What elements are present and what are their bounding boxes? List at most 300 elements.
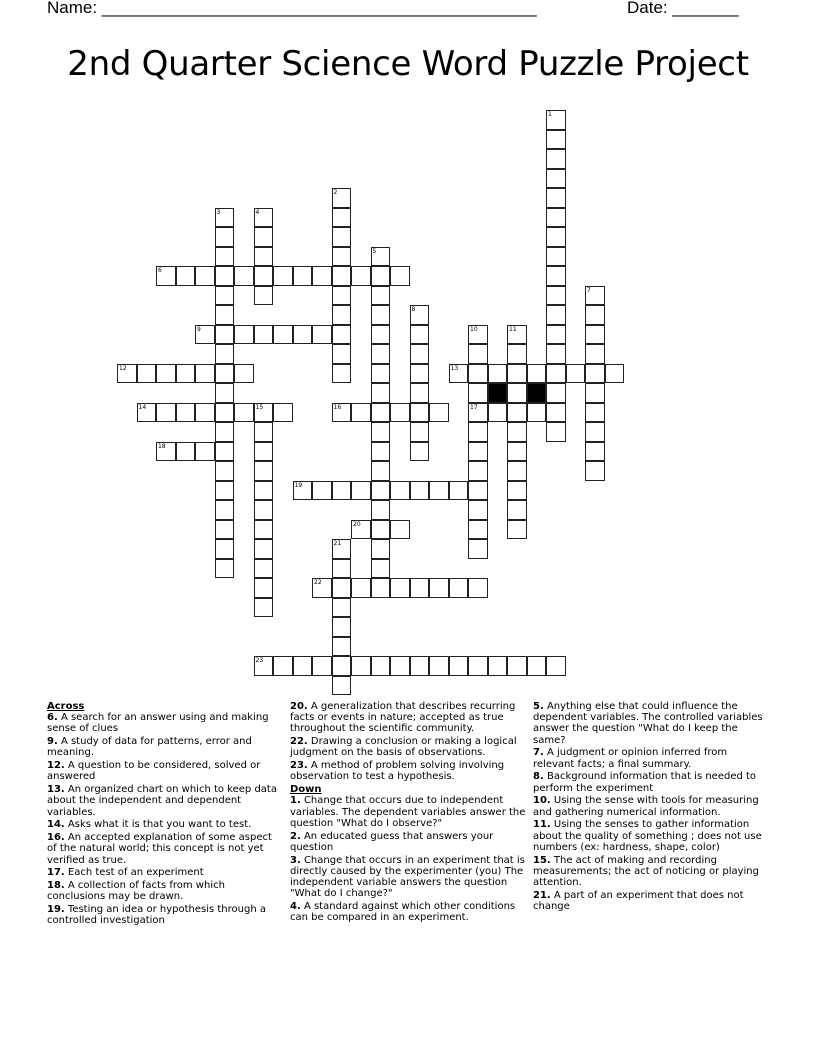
clue-text: A judgment or opinion inferred from relevant facts; a final summary. [533,747,728,770]
grid-cell[interactable] [195,325,215,345]
grid-cell[interactable] [234,266,254,286]
grid-cell[interactable] [312,481,332,501]
grid-cell[interactable] [195,266,215,286]
grid-cell[interactable] [351,578,371,598]
clue-number-label: 4 [255,208,260,216]
clue-text: An accepted explanation of some aspect of the natural world; this concept is not yet verified as true. [47,832,272,866]
grid-cell[interactable] [449,578,469,598]
grid-cell[interactable] [546,403,566,423]
clue-text: A study of data for patterns, error and meaning. [47,736,252,759]
grid-cell[interactable] [546,364,566,384]
grid-cell[interactable] [488,364,508,384]
grid-cell[interactable] [546,422,566,442]
grid-cell[interactable] [254,598,274,618]
clue-number: 18. [47,880,65,892]
clues-column-1 [47,701,283,928]
grid-cell[interactable] [468,520,488,540]
clue-across-20 [290,701,526,735]
grid-cell[interactable] [371,305,391,325]
grid-cell[interactable] [156,364,176,384]
grid-cell[interactable] [215,325,235,345]
grid-cell[interactable] [176,266,196,286]
grid-cell[interactable] [371,656,391,676]
grid-cell[interactable] [488,656,508,676]
grid-cell[interactable] [215,481,235,501]
clue-number-label: 10 [470,325,478,333]
grid-cell[interactable] [468,344,488,364]
grid-cell[interactable] [546,286,566,306]
grid-cell[interactable] [546,325,566,345]
grid-cell[interactable] [332,598,352,618]
clue-number-label: 22 [314,579,322,586]
clue-across-9 [47,736,283,758]
grid-cell[interactable] [293,481,313,501]
grid-cell[interactable] [546,227,566,247]
clue-across-6 [47,712,283,734]
grid-cell[interactable] [215,520,235,540]
grid-cell[interactable] [546,188,566,208]
clue-number-label: 14 [138,403,147,411]
grid-cell[interactable] [254,266,274,286]
page-title: 2nd Quarter Science Word Puzzle Project [67,44,749,84]
grid-cell[interactable] [468,578,488,598]
grid-cell[interactable] [156,442,176,462]
clue-number: 23. [290,760,308,772]
clue-number-label: 5 [372,247,377,255]
clue-number: 12. [47,760,65,772]
grid-cell[interactable] [137,403,157,423]
grid-cell[interactable] [215,208,235,228]
grid-cell[interactable] [215,364,235,384]
clue-number-label: 7 [587,286,591,294]
grid-cell[interactable] [507,364,527,384]
grid-cell[interactable] [585,305,605,325]
grid-cell[interactable] [410,325,430,345]
grid-cell[interactable] [195,364,215,384]
clue-number: 16. [47,832,65,844]
grid-cell[interactable] [507,344,527,364]
grid-cell[interactable] [390,520,410,540]
clue-number: 15. [533,854,551,866]
grid-cell[interactable] [429,481,449,501]
grid-cell[interactable] [507,656,527,676]
clue-number: 20. [290,701,308,712]
grid-cell[interactable] [410,305,430,325]
grid-cell[interactable] [312,578,332,598]
grid-cell[interactable] [312,325,332,345]
grid-cell[interactable] [546,383,566,403]
grid-cell[interactable] [351,266,371,286]
clue-number: 9. [47,736,58,748]
grid-cell[interactable] [507,442,527,462]
clue-across-17 [47,867,283,878]
clue-down-4 [290,901,526,923]
across-heading: Across [47,701,85,712]
clue-across-14 [47,819,283,830]
grid-cell[interactable] [234,364,254,384]
clue-text: A generalization that describes recurring facts or events in nature; accepted as true throughout the scientific community. [290,701,516,735]
grid-cell[interactable] [332,559,352,579]
grid-cell[interactable] [371,520,391,540]
grid-cell[interactable] [215,539,235,559]
grid-cell[interactable] [546,656,566,676]
clue-text: The act of making and recording measurements; the act of noticing or playing attention. [533,854,759,889]
grid-cell[interactable] [195,403,215,423]
grid-cell[interactable] [332,656,352,676]
clue-down-10 [533,795,769,817]
grid-cell[interactable] [371,403,391,423]
grid-cell[interactable] [527,656,547,676]
grid-cell[interactable] [332,325,352,345]
grid-cell[interactable] [371,383,391,403]
grid-cell[interactable] [254,578,274,598]
clue-text: Using the sense with tools for measuring and gathering numerical information. [533,795,759,818]
grid-cell[interactable] [546,110,566,130]
grid-cell[interactable] [351,656,371,676]
clue-down-5 [533,701,769,746]
grid-cell[interactable] [312,656,332,676]
clue-number-label: 21 [333,540,342,547]
clue-text: A collection of facts from which conclusions may be drawn. [47,880,225,903]
grid-cell[interactable] [507,481,527,501]
clue-number-label: 20 [353,520,361,528]
grid-cell[interactable] [507,325,527,345]
grid-cell[interactable] [468,383,488,403]
grid-cell[interactable] [351,481,371,501]
grid-cell[interactable] [468,461,488,481]
grid-cell[interactable] [371,344,391,364]
grid-cell[interactable] [468,422,488,442]
clue-number-label: 13 [450,364,459,372]
clue-number: 2. [290,830,301,842]
grid-cell[interactable] [254,559,274,579]
clue-across-18 [47,880,283,902]
clue-number-label: 18 [158,442,166,450]
grid-cell[interactable] [254,461,274,481]
grid-cell[interactable] [468,442,488,462]
grid-cell[interactable] [585,344,605,364]
grid-cell[interactable] [585,325,605,345]
grid-cell[interactable] [332,286,352,306]
clue-number-label: 16 [333,403,342,411]
grid-cell[interactable] [410,422,430,442]
grid-cell[interactable] [215,227,235,247]
grid-cell[interactable] [429,656,449,676]
clue-down-1 [290,795,526,829]
clue-number: 3. [290,854,301,866]
grid-cell[interactable] [449,481,469,501]
grid-cell[interactable] [429,403,449,423]
clue-number: 4. [290,901,301,913]
grid-cell[interactable] [371,559,391,579]
grid-cell[interactable] [585,383,605,403]
grid-cell[interactable] [605,364,625,384]
clue-across-16 [47,832,283,866]
grid-cell[interactable] [215,247,235,267]
grid-cell[interactable] [176,403,196,423]
grid-cell[interactable] [351,403,371,423]
grid-cell[interactable] [468,656,488,676]
grid-cell[interactable] [351,520,371,540]
clue-number: 14. [47,819,65,831]
grid-cell[interactable] [507,461,527,481]
grid-cell[interactable] [410,364,430,384]
clue-text: A part of an experiment that does not change [533,889,744,913]
grid-cell[interactable] [371,461,391,481]
grid-cell[interactable] [117,364,137,384]
grid-cell[interactable] [390,578,410,598]
grid-cell[interactable] [332,208,352,228]
down-heading: Down [290,784,322,796]
grid-cell[interactable] [293,325,313,345]
clue-text: Using the senses to gather information about the quality of something ; does not use numbers (ex: hardness, shape, color) [533,819,762,853]
grid-cell[interactable] [390,403,410,423]
grid-cell[interactable] [254,422,274,442]
grid-cell[interactable] [390,656,410,676]
clue-down-21 [533,890,769,912]
grid-cell[interactable] [332,305,352,325]
clue-number-label: 17 [470,403,478,411]
grid-cell[interactable] [254,403,274,423]
grid-cell[interactable] [254,227,274,247]
grid-cell[interactable] [468,481,488,501]
clue-text: Testing an idea or hypothesis through a controlled investigation [47,904,266,927]
grid-cell[interactable] [468,403,488,423]
clue-number-label: 6 [158,267,162,274]
grid-cell[interactable] [371,364,391,384]
grid-cell[interactable] [410,578,430,598]
clue-text: A search for an answer using and making sense of clues [47,712,269,735]
grid-cell[interactable] [215,286,235,306]
clue-text: Drawing a conclusion or making a logical judgment on the basis of observations. [290,736,517,759]
grid-cell[interactable] [390,266,410,286]
clue-number: 13. [47,784,65,796]
clue-number: 1. [290,795,301,807]
clue-number-label: 23 [255,657,264,664]
grid-cell[interactable] [215,383,235,403]
grid-cell[interactable] [215,500,235,520]
grid-cell[interactable] [254,325,274,345]
grid-cell[interactable] [371,266,391,286]
clue-number: 6. [47,712,58,724]
grid-cell[interactable] [254,286,274,306]
clue-text: Change that occurs in an experiment that is directly caused by the experimenter (you) The independent variable answers the question "What do I change?" [290,854,525,900]
grid-cell[interactable] [371,325,391,345]
grid-cell[interactable] [332,247,352,267]
grid-cell[interactable] [546,266,566,286]
grid-cell[interactable] [254,208,274,228]
grid-cell[interactable] [332,617,352,637]
grid-cell[interactable] [566,364,586,384]
grid-cell[interactable] [332,227,352,247]
grid-cell[interactable] [410,442,430,462]
grid-cell[interactable] [176,364,196,384]
clue-number-label: 1 [548,111,552,118]
grid-cell[interactable] [215,305,235,325]
grid-cell[interactable] [215,442,235,462]
grid-cell[interactable] [215,461,235,481]
grid-cell[interactable] [507,520,527,540]
grid-cell[interactable] [585,403,605,423]
grid-cell[interactable] [390,481,410,501]
grid-cell[interactable] [234,403,254,423]
grid-cell[interactable] [254,656,274,676]
grid-cell[interactable] [449,656,469,676]
clue-text: An educated guess that answers your question [290,830,494,853]
clue-number-label: 12 [119,364,127,372]
grid-cell[interactable] [468,539,488,559]
grid-cell[interactable] [410,481,430,501]
clue-text: A method of problem solving involving observation to test a hypothesis. [290,760,505,783]
grid-cell[interactable] [254,247,274,267]
clue-down-11 [533,819,769,853]
grid-cell[interactable] [585,461,605,481]
clue-number: 5. [533,701,544,712]
clue-down-2 [290,831,526,853]
grid-cell[interactable] [507,500,527,520]
grid-cell[interactable] [332,188,352,208]
clue-across-13 [47,784,283,818]
grid-cell[interactable] [585,442,605,462]
grid-cell[interactable] [546,247,566,267]
grid-cell[interactable] [410,383,430,403]
grid-cell[interactable] [546,208,566,228]
grid-cell[interactable] [449,364,469,384]
grid-cell[interactable] [254,500,274,520]
grid-cell[interactable] [156,266,176,286]
grid-cell[interactable] [234,325,254,345]
clue-number: 22. [290,736,308,748]
grid-cell[interactable] [137,364,157,384]
clue-number: 8. [533,771,544,783]
grid-cell[interactable] [371,578,391,598]
grid-cell[interactable] [332,539,352,559]
grid-cell[interactable] [546,169,566,189]
clue-number-label: 2 [333,189,338,196]
grid-cell[interactable] [371,422,391,442]
grid-cell[interactable] [254,442,274,462]
grid-cell[interactable] [546,305,566,325]
clue-number: 21. [533,889,551,901]
clue-number-label: 3 [216,208,221,216]
grid-cell[interactable] [371,539,391,559]
clue-number: 10. [533,795,551,807]
grid-cell[interactable] [546,130,566,150]
grid-cell[interactable] [507,422,527,442]
clue-number-label: 19 [294,481,303,489]
grid-cell[interactable] [156,403,176,423]
clue-across-23 [290,760,526,782]
grid-cell[interactable] [215,559,235,579]
clue-number-label: 15 [255,403,264,411]
grid-cell[interactable] [332,481,352,501]
grid-cell[interactable] [468,500,488,520]
grid-cell[interactable] [273,266,293,286]
grid-cell[interactable] [585,422,605,442]
grid-cell[interactable] [507,403,527,423]
grid-cell[interactable] [215,403,235,423]
grid-cell[interactable] [488,403,508,423]
grid-cell[interactable] [332,403,352,423]
grid-cell[interactable] [332,364,352,384]
grid-cell[interactable] [507,383,527,403]
clue-text: Each test of an experiment [67,867,204,879]
clue-number-label: 11 [509,325,517,333]
grid-cell[interactable] [429,578,449,598]
clue-down-8 [533,771,769,793]
black-cell [527,383,547,403]
grid-cell[interactable] [254,520,274,540]
grid-cell[interactable] [332,637,352,657]
clues-column-2 [290,701,526,925]
grid-cell[interactable] [332,676,352,696]
grid-cell[interactable] [546,344,566,364]
grid-cell[interactable] [273,656,293,676]
grid-cell[interactable] [332,344,352,364]
grid-cell[interactable] [176,442,196,462]
clue-text: A standard against which other conditions can be compared in an experiment. [290,901,516,924]
grid-cell[interactable] [371,500,391,520]
clue-down-3 [290,855,526,900]
clue-text: Change that occurs due to independent variables. The dependent variables answer the question "What do I observe?" [290,795,526,829]
clue-text: An organized chart on which to keep data about the independent and dependent variables. [47,784,277,818]
grid-cell[interactable] [195,442,215,462]
clues-column-3 [533,701,769,914]
grid-cell[interactable] [371,247,391,267]
grid-cell[interactable] [215,422,235,442]
clue-text: Anything else that could influence the dependent variables. The controlled variables answer the question "What do I keep the same? [533,701,763,746]
grid-cell[interactable] [215,344,235,364]
grid-cell[interactable] [546,149,566,169]
grid-cell[interactable] [254,481,274,501]
grid-cell[interactable] [293,266,313,286]
clue-text: A question to be considered, solved or answered [47,760,261,783]
name-field[interactable]: Name: ______________________________________________ [47,0,537,17]
grid-cell[interactable] [371,481,391,501]
grid-cell[interactable] [371,286,391,306]
clue-number: 19. [47,904,65,916]
grid-cell[interactable] [371,442,391,462]
clue-number: 7. [533,747,544,759]
grid-cell[interactable] [293,656,313,676]
clue-down-15 [533,855,769,889]
clue-across-12 [47,760,283,782]
grid-cell[interactable] [273,403,293,423]
grid-cell[interactable] [585,286,605,306]
grid-cell[interactable] [410,344,430,364]
grid-cell[interactable] [468,325,488,345]
clue-down-7 [533,747,769,769]
grid-cell[interactable] [254,539,274,559]
clue-across-22 [290,736,526,758]
grid-cell[interactable] [332,578,352,598]
grid-cell[interactable] [585,364,605,384]
grid-cell[interactable] [273,325,293,345]
grid-cell[interactable] [410,403,430,423]
grid-cell[interactable] [410,656,430,676]
grid-cell[interactable] [527,403,547,423]
clue-number-label: 8 [411,306,416,313]
grid-cell[interactable] [332,266,352,286]
clue-number-label: 9 [197,325,201,333]
clue-number: 11. [533,819,551,831]
grid-cell[interactable] [468,364,488,384]
grid-cell[interactable] [312,266,332,286]
clue-number: 17. [47,867,65,879]
date-field[interactable]: Date: _______ [627,0,739,17]
grid-cell[interactable] [527,364,547,384]
grid-cell[interactable] [215,266,235,286]
